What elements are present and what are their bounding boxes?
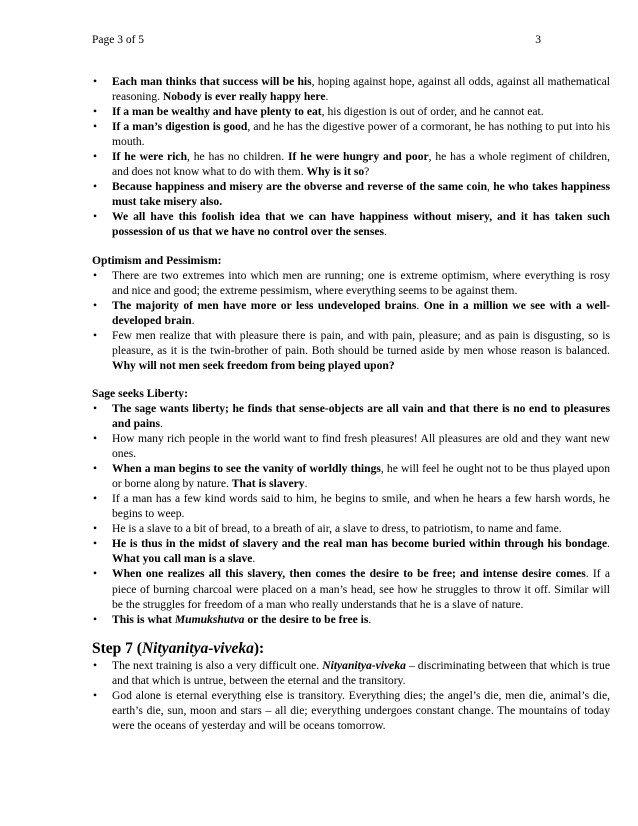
list-item-text: If a man has a few kind words said to him, he begins to smile, and when he hears a few harsh words, he begins to weep. — [112, 492, 610, 521]
list-item — [92, 104, 610, 119]
list-item-text: When one realizes all this slavery, then comes the desire to be free; and intense desire comes. If a piece of burning charcoal were placed on a man’s head, see how he struggles to throw it off. Similar will be the struggles for freedom of a man who really understands that he is a slave of nature. — [112, 567, 610, 611]
bullet-icon: • — [93, 688, 98, 702]
list-item — [92, 149, 610, 179]
list-item — [92, 461, 610, 491]
list-item — [92, 521, 610, 536]
list-item — [92, 328, 610, 373]
page-body — [92, 74, 610, 733]
list-item-text: Few men realize that with pleasure there is pain, and with pain, pleasure; and as pain is disgusting, so is pleasure, as it is the twin-brother of pain. Both should be turned aside by men whose reason is balanced. Why will not men seek freedom from being played upon? — [112, 328, 610, 372]
bullet-icon: • — [93, 268, 98, 282]
bullet-icon: • — [93, 75, 98, 88]
step-7-heading: Step 7 (Nityanitya-viveka): — [92, 639, 265, 657]
list-item — [92, 491, 610, 521]
list-item — [92, 179, 610, 209]
bullet-list-optimism — [92, 268, 610, 373]
bullet-list-intro — [92, 74, 610, 240]
list-item-text: Each man thinks that success will be his, hoping against hope, against all odds, against all mathematical reasoning. Nobody is ever really happy here. — [112, 75, 610, 104]
bullet-icon: • — [93, 612, 98, 626]
list-item — [92, 74, 610, 104]
bullet-icon: • — [93, 492, 98, 506]
bullet-icon: • — [93, 298, 98, 312]
list-item-text: He is thus in the midst of slavery and the real man has become buried within through his bondage. What you call man is a slave. — [112, 537, 610, 566]
bullet-icon: • — [93, 432, 98, 446]
list-item-text: The sage wants liberty; he finds that sense-objects are all vain and that there is no end to pleasures and pains. — [112, 401, 610, 430]
bullet-icon: • — [93, 105, 98, 119]
list-item-text: This is what Mumukshutva or the desire to be free is. — [112, 612, 372, 626]
list-item-text: How many rich people in the world want to find fresh pleasures! All pleasures are old and they want new ones. — [112, 432, 610, 461]
list-item-text: We all have this foolish idea that we can have happiness without misery, and it has taken such possession of us that we have no control over the senses. — [112, 210, 610, 239]
list-item — [92, 401, 610, 431]
list-item-text: Because happiness and misery are the obverse and reverse of the same coin, he who takes happiness must take misery also. — [112, 180, 610, 209]
list-item — [92, 612, 610, 627]
bullet-list-step7 — [92, 658, 610, 733]
section-heading-optimism: Optimism and Pessimism: — [92, 253, 222, 267]
bullet-icon: • — [93, 180, 98, 194]
list-item-text: The majority of men have more or less undeveloped brains. One in a million we see with a well-developed brain. — [112, 298, 611, 327]
bullet-icon: • — [93, 120, 98, 134]
bullet-icon: • — [93, 462, 98, 476]
bullet-icon: • — [93, 328, 98, 342]
list-item-text: If a man be wealthy and have plenty to eat, his digestion is out of order, and he cannot eat. — [112, 105, 544, 119]
list-item-text: If a man’s digestion is good, and he has the digestive power of a cormorant, he has nothing to put into his mouth. — [112, 120, 610, 149]
section-heading-sage: Sage seeks Liberty: — [92, 386, 188, 400]
list-item — [92, 688, 610, 733]
bullet-icon: • — [93, 567, 98, 581]
bullet-icon: • — [93, 537, 98, 551]
list-item-text: There are two extremes into which men are running; one is extreme optimism, where everything is rosy and nice and good; the extreme pessimism, where everything seems to be against them. — [112, 268, 610, 297]
list-item — [92, 431, 610, 461]
bullet-icon: • — [93, 522, 98, 536]
list-item — [92, 209, 610, 239]
list-item-text: The next training is also a very difficult one. Nityanitya-viveka – discriminating between that which is true and that which is untrue, between the eternal and the transitory. — [112, 658, 610, 687]
list-item-text: If he were rich, he has no children. If he were hungry and poor, he has a whole regiment of children, and does not know what to do with them. Why is it so? — [112, 150, 610, 179]
list-item — [92, 658, 610, 688]
list-item — [92, 268, 610, 298]
list-item-text: When a man begins to see the vanity of worldly things, he will feel he ought not to be thus played upon or borne along by nature. That is slavery. — [112, 462, 610, 491]
page-header-left: Page 3 of 5 — [92, 34, 145, 46]
list-item — [92, 119, 610, 149]
bullet-list-sage — [92, 401, 610, 627]
bullet-icon: • — [93, 658, 98, 672]
list-item — [92, 536, 610, 566]
list-item — [92, 298, 610, 328]
list-item-text: He is a slave to a bit of bread, to a breath of air, a slave to dress, to patriotism, to name and fame. — [112, 522, 562, 536]
list-item — [92, 566, 610, 611]
list-item-text: God alone is eternal everything else is transitory. Everything dies; the angel’s die, men die, animal’s die, earth’s die, sun, moon and stars – all die; everything undergoes constant change. The mountains of today were the oceans of yesterday and will be oceans tomorrow. — [112, 688, 610, 732]
bullet-icon: • — [93, 150, 98, 164]
bullet-icon: • — [93, 210, 98, 224]
bullet-icon: • — [93, 401, 98, 415]
page-number: 3 — [535, 34, 541, 46]
